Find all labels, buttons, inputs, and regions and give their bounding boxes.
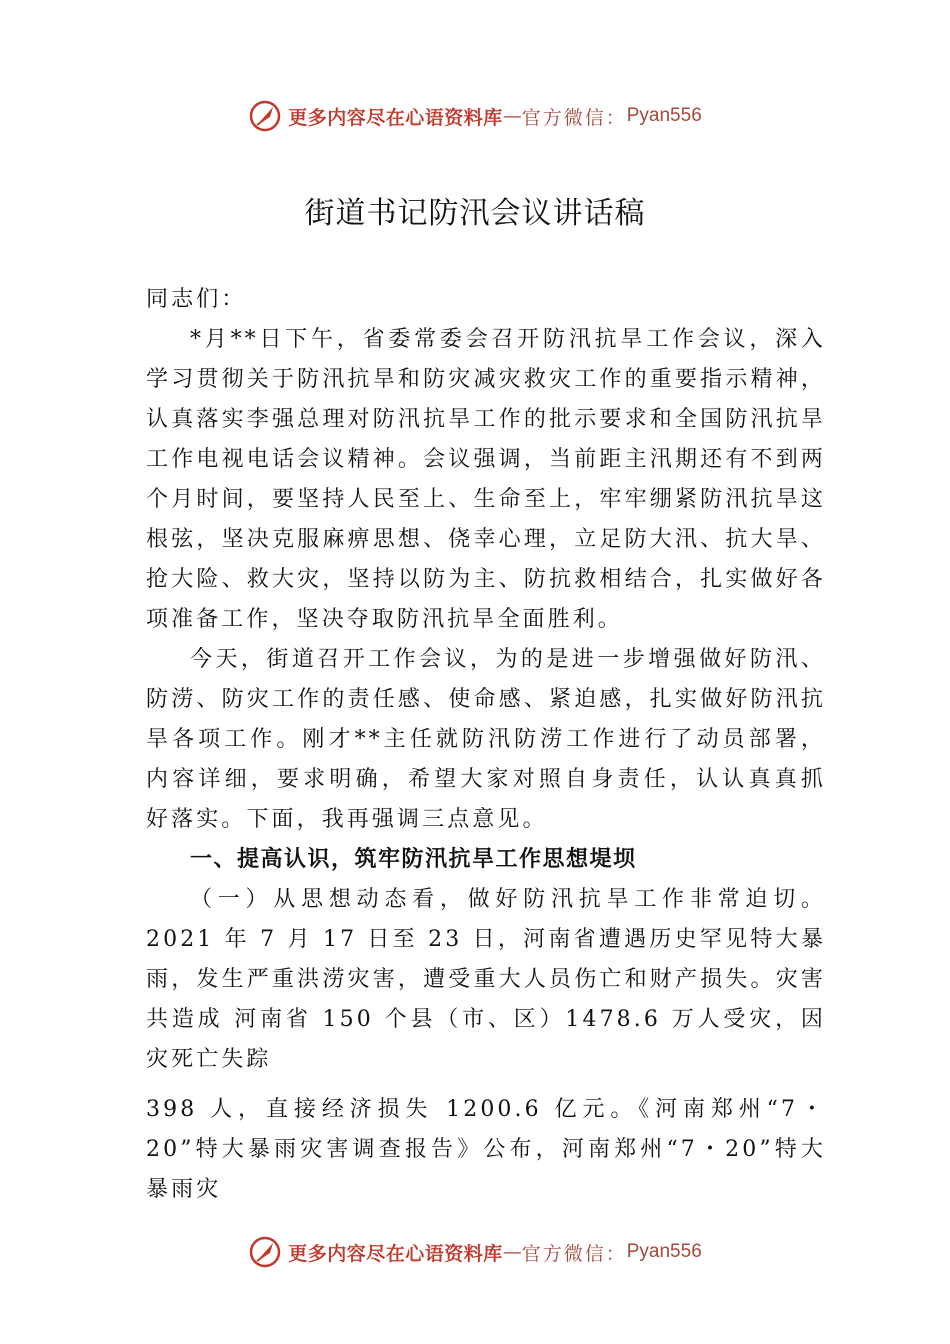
watermark-dash: — — [502, 105, 522, 127]
paragraph: 今天，街道召开工作会议，为的是进一步增强做好防汛、防涝、防灾工作的责任感、使命感、紧迫感，扎实做好防汛抗旱各项工作。刚才**主任就防汛防涝工作进行了动员部署， 内容详细，要求明确，希望大家对照自身责任，认认真真抓 好落实。下面，我再强调三点意见。 — [146, 647, 826, 832]
document-body — [146, 280, 826, 1210]
footer-watermark — [0, 1232, 950, 1272]
watermark-brand: 更多内容尽在心语资料库 — [288, 1242, 503, 1265]
watermark-brand: 更多内容尽在心语资料库 — [288, 106, 503, 129]
header-watermark — [0, 96, 950, 136]
paragraph: *月**日下午，省委常委会召开防汛抗旱工作会议，深入学习贯彻关于防汛抗旱和防灾减灾救灾工作的重要指示精神，认真落实李强总理对防汛抗旱工作的批示要求和全国防汛抗旱工作电视电话会议精神。会议强调，当前距主汛期还有不到两个月时间，要坚持人民至上、生命至上，牢牢绷紧防汛抗旱这根弦，坚决克服麻痹思想、侥幸心理，立足防大汛、抗大旱、抢大险、救大灾，坚持以防为主、防抗救相结合，扎实做好各项准备工作，坚决夺取防汛抗旱全面胜利。 — [146, 327, 826, 632]
paragraph-continuation: 398 人，直接经济损失 1200.6 亿元。《河南郑州“7・20”特大暴雨灾害调查报告》公布，河南郑州“7・20”特大暴雨灾 — [146, 1097, 826, 1202]
watermark-dash: — — [502, 1241, 522, 1263]
section-heading: 一、提高认识，筑牢防汛抗旱工作思想堤坝 — [190, 847, 637, 872]
quill-logo-icon — [248, 99, 282, 133]
quill-logo-icon — [248, 1235, 282, 1269]
watermark-wechat-id: Pyan556 — [626, 105, 702, 126]
salutation: 同志们： — [146, 287, 247, 312]
paragraph: （一）从思想动态看，做好防汛抗旱工作非常迫切。2021 年 7 月 17 日至 23 日，河南省遭遇历史罕见特大暴雨，发生严重洪涝灾害，遭受重大人员伤亡和财产损失。灾害共造成 河南省 150 个县（市、区）1478.6 万人受灾，因灾死亡失踪 — [146, 887, 826, 1072]
line-gap — [146, 1080, 826, 1090]
watermark-wechat-label: 官方微信： — [521, 106, 627, 129]
watermark-wechat-id: Pyan556 — [626, 1241, 702, 1262]
watermark-wechat-label: 官方微信： — [521, 1242, 627, 1265]
document-title: 街道书记防汛会议讲话稿 — [304, 196, 646, 231]
